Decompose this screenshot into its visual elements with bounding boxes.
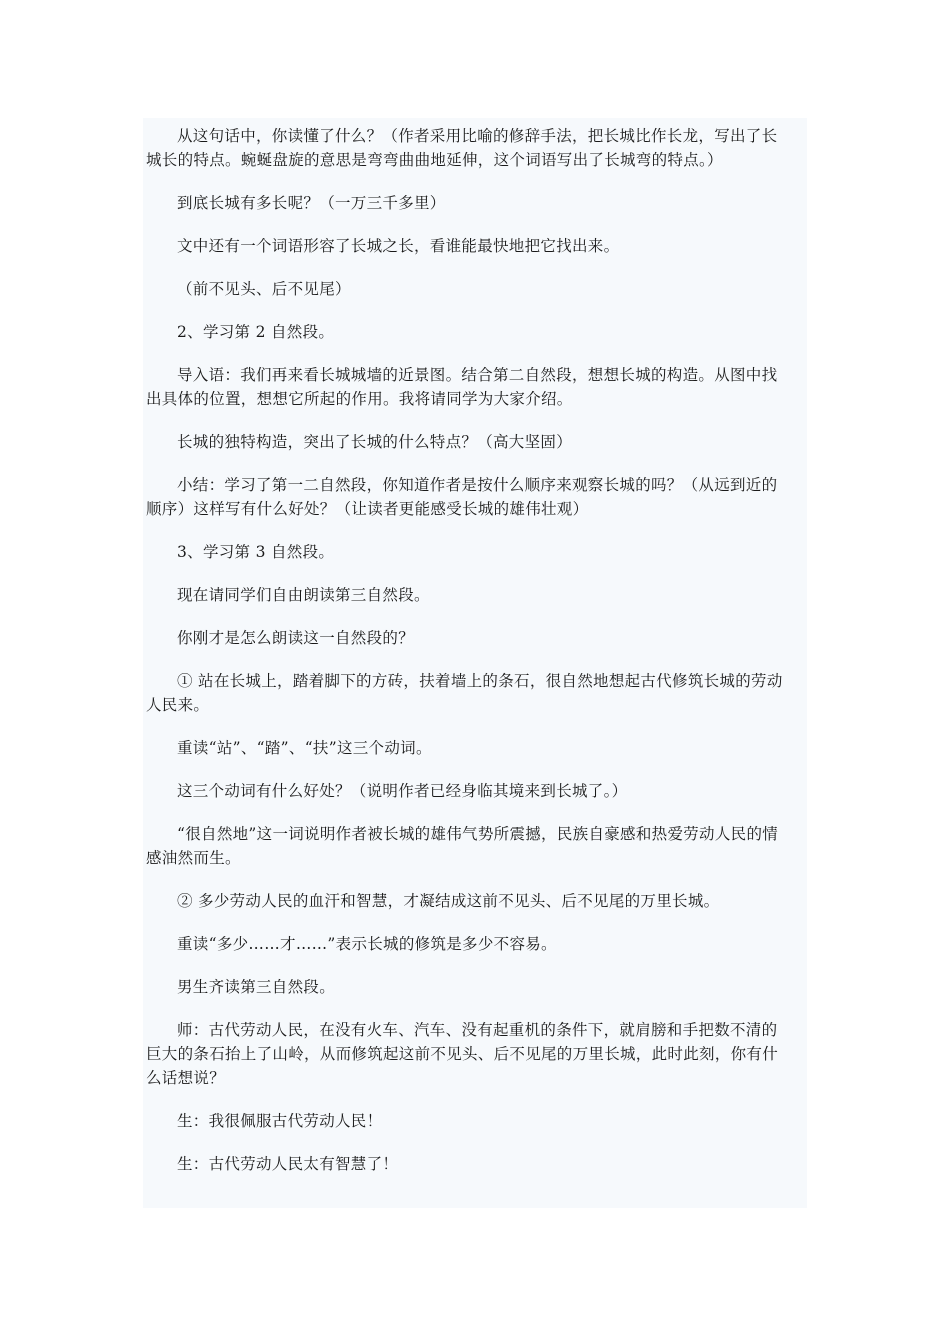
paragraph: 师：古代劳动人民，在没有火车、汽车、没有起重机的条件下，就肩膀和手把数不清的巨大的条石抬上了山岭，从而修筑起这前不见头、后不见尾的万里长城，此时此刻，你有什么话想说？ <box>146 1021 779 1087</box>
paragraph: 小结：学习了第一二自然段，你知道作者是按什么顺序来观察长城的吗？（从远到近的顺序）这样写有什么好处？（让读者更能感受长城的雄伟壮观） <box>146 476 778 518</box>
paragraph: ② 多少劳动人民的血汗和智慧，才凝结成这前不见头、后不见尾的万里长城。 <box>177 892 720 910</box>
paragraph: （前不见头、后不见尾） <box>177 280 351 298</box>
paragraph: 生：我很佩服古代劳动人民！ <box>177 1112 383 1130</box>
paragraph: 长城的独特构造，突出了长城的什么特点？（高大坚固） <box>177 433 573 451</box>
paragraph: 生：古代劳动人民太有智慧了！ <box>177 1155 399 1173</box>
paragraph: ① 站在长城上，踏着脚下的方砖，扶着墙上的条石，很自然地想起古代修筑长城的劳动人民来。 <box>146 672 783 714</box>
paragraph: 从这句话中，你读懂了什么？（作者采用比喻的修辞手法，把长城比作长龙，写出了长城长的特点。蜿蜒盘旋的意思是弯弯曲曲地延伸，这个词语写出了长城弯的特点。） <box>146 127 778 169</box>
paragraph: 重读“站”、“踏”、“扶”这三个动词。 <box>177 739 432 757</box>
section-heading: 2、学习第 2 自然段。 <box>177 323 335 341</box>
paragraph: 现在请同学们自由朗读第三自然段。 <box>177 586 430 604</box>
paragraph: “很自然地”这一词说明作者被长城的雄伟气势所震撼，民族自豪感和热爱劳动人民的情感油然而生。 <box>146 825 779 867</box>
paragraph: 导入语：我们再来看长城城墙的近景图。结合第二自然段，想想长城的构造。从图中找出具体的位置，想想它所起的作用。我将请同学为大家介绍。 <box>146 366 778 408</box>
paragraph: 重读“多少……才……”表示长城的修筑是多少不容易。 <box>177 935 557 953</box>
lesson-text-block <box>143 118 807 1208</box>
paragraph: 你刚才是怎么朗读这一自然段的？ <box>177 629 415 647</box>
paragraph: 文中还有一个词语形容了长城之长，看谁能最快地把它找出来。 <box>177 237 620 255</box>
paragraph: 到底长城有多长呢？（一万三千多里） <box>177 194 446 212</box>
paragraph: 男生齐读第三自然段。 <box>177 978 336 996</box>
paragraph: 这三个动词有什么好处？（说明作者已经身临其境来到长城了。） <box>177 782 628 800</box>
section-heading: 3、学习第 3 自然段。 <box>177 543 335 561</box>
